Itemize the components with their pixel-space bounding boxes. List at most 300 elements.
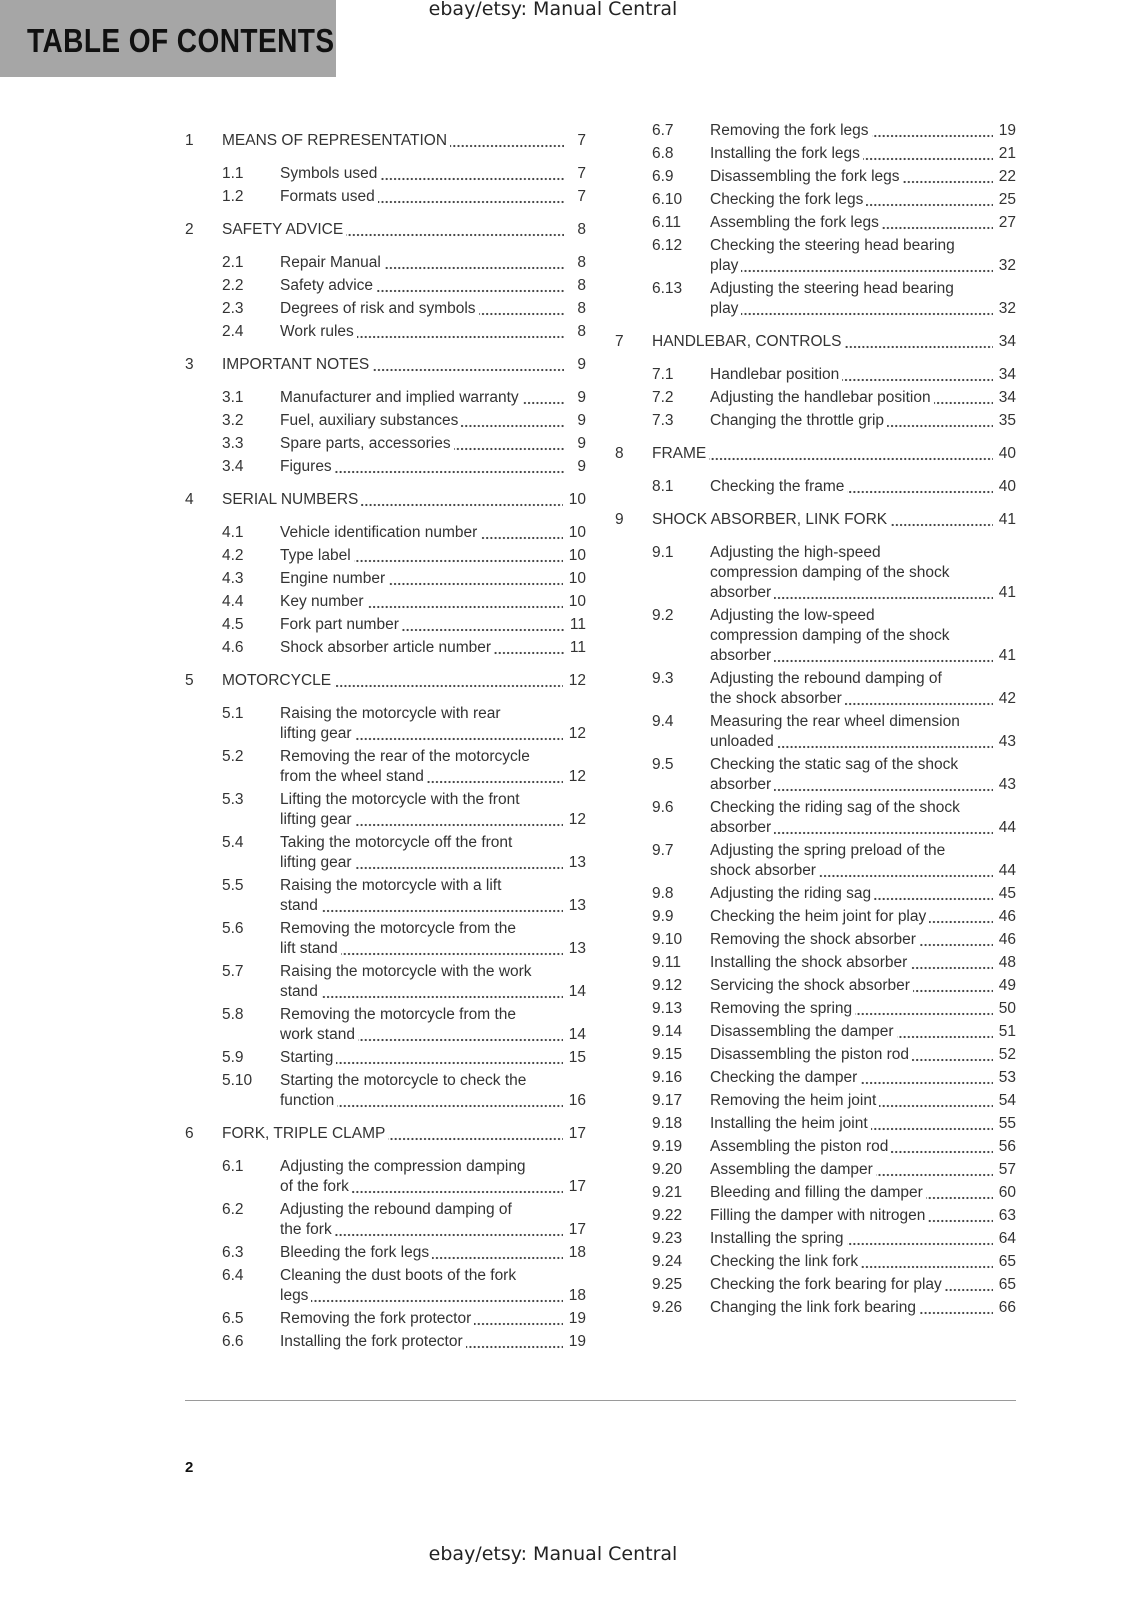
toc-section-entry[interactable] bbox=[185, 322, 586, 345]
entry-number: 6.12 bbox=[652, 237, 683, 254]
entry-title: Adjusting the spring preload of the shock absorber bbox=[710, 842, 946, 879]
entry-title: Work rules bbox=[280, 323, 357, 340]
entry-body bbox=[710, 884, 1016, 904]
entry-number: 5.8 bbox=[222, 1006, 244, 1023]
entry-number: 5.6 bbox=[222, 920, 244, 937]
entry-title: Adjusting the low-speed compression damping of the shock absorber bbox=[710, 607, 950, 664]
entry-page: 44 bbox=[993, 861, 1016, 881]
entry-number: 4.5 bbox=[222, 616, 244, 633]
entry-title: Vehicle identification number bbox=[280, 524, 480, 541]
entry-number: 6.10 bbox=[652, 191, 683, 208]
toc-section-entry[interactable] bbox=[185, 592, 586, 615]
toc-section-entry[interactable] bbox=[185, 411, 586, 434]
entry-page: 13 bbox=[563, 853, 586, 873]
toc-section-entry[interactable] bbox=[185, 299, 586, 322]
entry-title: Removing the spring bbox=[710, 1000, 855, 1017]
toc-section-entry[interactable] bbox=[615, 1068, 1016, 1091]
entry-page: 40 bbox=[993, 477, 1016, 497]
toc-section-entry[interactable] bbox=[615, 144, 1016, 167]
entry-body bbox=[710, 1298, 1016, 1318]
entry-number: 2.4 bbox=[222, 323, 244, 340]
entry-number: 9.19 bbox=[652, 1138, 683, 1155]
toc-section-entry[interactable] bbox=[615, 999, 1016, 1022]
entry-title: Disassembling the fork legs bbox=[710, 168, 903, 185]
entry-body bbox=[710, 1275, 1016, 1295]
entry-title: Adjusting the high-speed compression damping of the shock absorber bbox=[710, 544, 950, 601]
entry-title: Formats used bbox=[280, 188, 378, 205]
toc-section-entry[interactable] bbox=[615, 1045, 1016, 1068]
toc-section-entry[interactable] bbox=[185, 388, 586, 411]
entry-page: 32 bbox=[993, 299, 1016, 319]
toc-chapter-entry[interactable] bbox=[615, 434, 1016, 477]
entry-page: 10 bbox=[563, 490, 586, 510]
entry-page: 9 bbox=[564, 355, 586, 375]
entry-number: 5.10 bbox=[222, 1072, 253, 1089]
toc-section-entry[interactable] bbox=[615, 411, 1016, 434]
entry-number: 9.16 bbox=[652, 1069, 683, 1086]
entry-title: Checking the frame bbox=[710, 478, 847, 495]
toc-section-entry[interactable] bbox=[615, 1229, 1016, 1252]
entry-page: 17 bbox=[563, 1177, 586, 1197]
watermark-bottom: ebay/etsy: Manual Central bbox=[428, 1543, 678, 1565]
toc-section-entry[interactable] bbox=[615, 930, 1016, 953]
entry-body bbox=[710, 388, 1016, 408]
entry-number: 6 bbox=[185, 1125, 194, 1142]
toc-section-entry[interactable] bbox=[615, 167, 1016, 190]
entry-body bbox=[710, 1068, 1016, 1088]
entry-number: 6.2 bbox=[222, 1201, 244, 1218]
entry-number: 9.24 bbox=[652, 1253, 683, 1270]
entry-page: 11 bbox=[564, 638, 586, 658]
entry-title: Assembling the piston rod bbox=[710, 1138, 891, 1155]
entry-body bbox=[710, 1022, 1016, 1042]
entry-body bbox=[710, 1114, 1016, 1134]
entry-page: 41 bbox=[993, 646, 1016, 666]
toc-section-entry[interactable] bbox=[185, 253, 586, 276]
entry-page: 42 bbox=[993, 689, 1016, 709]
entry-number: 9.15 bbox=[652, 1046, 683, 1063]
entry-title: Taking the motorcycle off the front lifting gear bbox=[280, 834, 513, 871]
entry-page: 7 bbox=[564, 164, 586, 184]
entry-title: Changing the link fork bearing bbox=[710, 1299, 919, 1316]
entry-number: 1.1 bbox=[222, 165, 244, 182]
entry-title: Manufacturer and implied warranty bbox=[280, 389, 522, 406]
entry-title: Engine number bbox=[280, 570, 388, 587]
entry-title: HANDLEBAR, CONTROLS bbox=[652, 333, 844, 350]
entry-number: 5.5 bbox=[222, 877, 244, 894]
toc-section-entry[interactable] bbox=[185, 1309, 586, 1332]
entry-body bbox=[710, 411, 1016, 431]
entry-title: Removing the shock absorber bbox=[710, 931, 919, 948]
entry-page: 11 bbox=[564, 615, 586, 635]
entry-title: Assembling the fork legs bbox=[710, 214, 882, 231]
entry-body bbox=[652, 444, 1016, 464]
toc-section-entry[interactable] bbox=[185, 187, 586, 210]
entry-title: Checking the steering head bearing play bbox=[710, 237, 955, 274]
entry-body bbox=[280, 592, 586, 612]
entry-page: 8 bbox=[564, 322, 586, 342]
toc-section-entry[interactable] bbox=[615, 953, 1016, 976]
entry-body bbox=[710, 543, 1016, 603]
toc-section-entry[interactable] bbox=[615, 1137, 1016, 1160]
entry-page: 27 bbox=[993, 213, 1016, 233]
entry-body bbox=[280, 276, 586, 296]
entry-page: 55 bbox=[993, 1114, 1016, 1134]
toc-section-entry[interactable] bbox=[185, 615, 586, 638]
toc-chapter-entry[interactable] bbox=[615, 322, 1016, 365]
toc-section-entry[interactable] bbox=[185, 962, 586, 1005]
entry-body bbox=[280, 253, 586, 273]
entry-title: Installing the fork legs bbox=[710, 145, 863, 162]
entry-page: 14 bbox=[563, 1025, 586, 1045]
entry-number: 4.4 bbox=[222, 593, 244, 610]
toc-section-entry[interactable] bbox=[185, 1200, 586, 1243]
entry-number: 8.1 bbox=[652, 478, 674, 495]
entry-body bbox=[280, 1048, 586, 1068]
entry-page: 41 bbox=[993, 510, 1016, 530]
toc-section-entry[interactable] bbox=[185, 569, 586, 592]
toc-section-entry[interactable] bbox=[185, 1071, 586, 1114]
entry-number: 9.21 bbox=[652, 1184, 683, 1201]
toc-chapter-entry[interactable] bbox=[185, 121, 586, 164]
entry-body bbox=[710, 167, 1016, 187]
entry-number: 5.4 bbox=[222, 834, 244, 851]
toc-section-entry[interactable] bbox=[185, 638, 586, 661]
entry-number: 6.13 bbox=[652, 280, 683, 297]
toc-section-entry[interactable] bbox=[185, 704, 586, 747]
entry-body bbox=[222, 220, 586, 240]
toc-section-entry[interactable] bbox=[615, 213, 1016, 236]
toc-chapter-entry[interactable] bbox=[185, 480, 586, 523]
entry-title: SERIAL NUMBERS bbox=[222, 491, 361, 508]
entry-title: Disassembling the piston rod bbox=[710, 1046, 912, 1063]
entry-title: FRAME bbox=[652, 445, 709, 462]
entry-page: 9 bbox=[564, 434, 586, 454]
toc-section-entry[interactable] bbox=[615, 1275, 1016, 1298]
watermark-top: ebay/etsy: Manual Central bbox=[428, 0, 678, 20]
entry-title: Removing the fork protector bbox=[280, 1310, 474, 1327]
toc-section-entry[interactable] bbox=[615, 388, 1016, 411]
toc-section-entry[interactable] bbox=[615, 1160, 1016, 1183]
entry-number: 4.2 bbox=[222, 547, 244, 564]
toc-section-entry[interactable] bbox=[615, 1091, 1016, 1114]
entry-body bbox=[280, 1005, 586, 1045]
entry-number: 9.10 bbox=[652, 931, 683, 948]
toc-section-entry[interactable] bbox=[185, 434, 586, 457]
entry-body bbox=[280, 704, 586, 744]
entry-body bbox=[280, 833, 586, 873]
entry-title: FORK, TRIPLE CLAMP bbox=[222, 1125, 388, 1142]
entry-number: 9.4 bbox=[652, 713, 674, 730]
toc-section-entry[interactable] bbox=[615, 712, 1016, 755]
entry-title: Bleeding the fork legs bbox=[280, 1244, 432, 1261]
entry-body bbox=[280, 388, 586, 408]
entry-title: Shock absorber article number bbox=[280, 639, 494, 656]
entry-number: 5.7 bbox=[222, 963, 244, 980]
toc-section-entry[interactable] bbox=[615, 543, 1016, 606]
entry-number: 8 bbox=[615, 445, 624, 462]
toc-section-entry[interactable] bbox=[615, 236, 1016, 279]
entry-body bbox=[280, 1266, 586, 1306]
entry-body bbox=[280, 523, 586, 543]
toc-section-entry[interactable] bbox=[615, 190, 1016, 213]
entry-number: 2.2 bbox=[222, 277, 244, 294]
toc-section-entry[interactable] bbox=[615, 1114, 1016, 1137]
entry-number: 3.1 bbox=[222, 389, 244, 406]
entry-number: 6.8 bbox=[652, 145, 674, 162]
entry-title: Adjusting the riding sag bbox=[710, 885, 874, 902]
toc-chapter-entry[interactable] bbox=[185, 1114, 586, 1157]
entry-body bbox=[710, 121, 1016, 141]
toc-section-entry[interactable] bbox=[615, 669, 1016, 712]
entry-title: Disassembling the damper bbox=[710, 1023, 897, 1040]
entry-number: 5.1 bbox=[222, 705, 244, 722]
toc-section-entry[interactable] bbox=[615, 1183, 1016, 1206]
entry-number: 9.14 bbox=[652, 1023, 683, 1040]
entry-number: 9.11 bbox=[652, 954, 682, 971]
toc-section-entry[interactable] bbox=[185, 876, 586, 919]
entry-number: 3.3 bbox=[222, 435, 244, 452]
entry-body bbox=[280, 747, 586, 787]
toc-section-entry[interactable] bbox=[185, 1048, 586, 1071]
entry-number: 7 bbox=[615, 333, 624, 350]
entry-number: 2.3 bbox=[222, 300, 244, 317]
entry-body bbox=[222, 355, 586, 375]
entry-number: 6.5 bbox=[222, 1310, 244, 1327]
toc-section-entry[interactable] bbox=[615, 606, 1016, 669]
entry-page: 19 bbox=[993, 121, 1016, 141]
entry-body bbox=[280, 1157, 586, 1197]
entry-number: 7.3 bbox=[652, 412, 674, 429]
entry-page: 43 bbox=[993, 732, 1016, 752]
entry-page: 45 bbox=[993, 884, 1016, 904]
entry-body bbox=[280, 457, 586, 477]
entry-page: 44 bbox=[993, 818, 1016, 838]
entry-title: Changing the throttle grip bbox=[710, 412, 887, 429]
entry-number: 9.26 bbox=[652, 1299, 683, 1316]
toc-section-entry[interactable] bbox=[615, 907, 1016, 930]
entry-body bbox=[280, 919, 586, 959]
entry-page: 14 bbox=[563, 982, 586, 1002]
entry-body bbox=[280, 434, 586, 454]
toc-section-entry[interactable] bbox=[615, 121, 1016, 144]
entry-title: Type label bbox=[280, 547, 354, 564]
entry-number: 9.2 bbox=[652, 607, 674, 624]
entry-page: 10 bbox=[563, 523, 586, 543]
toc-section-entry[interactable] bbox=[185, 1243, 586, 1266]
entry-body bbox=[710, 1137, 1016, 1157]
entry-title: Removing the motorcycle from the lift stand bbox=[280, 920, 517, 957]
toc-column-left bbox=[185, 121, 586, 1355]
entry-number: 6.11 bbox=[652, 214, 682, 231]
entry-body bbox=[280, 164, 586, 184]
entry-body bbox=[710, 755, 1016, 795]
entry-page: 19 bbox=[563, 1332, 586, 1352]
entry-title: Cleaning the dust boots of the fork legs bbox=[280, 1267, 517, 1304]
entry-title: MEANS OF REPRESENTATION bbox=[222, 132, 450, 149]
entry-title: Safety advice bbox=[280, 277, 376, 294]
entry-number: 9.6 bbox=[652, 799, 674, 816]
entry-number: 9 bbox=[615, 511, 624, 528]
entry-body bbox=[710, 1183, 1016, 1203]
toc-section-entry[interactable] bbox=[185, 919, 586, 962]
toc-section-entry[interactable] bbox=[185, 1266, 586, 1309]
entry-body bbox=[710, 365, 1016, 385]
toc-section-entry[interactable] bbox=[185, 1332, 586, 1355]
entry-body bbox=[280, 615, 586, 635]
entry-body bbox=[280, 1332, 586, 1352]
entry-page: 34 bbox=[993, 365, 1016, 385]
entry-body bbox=[710, 712, 1016, 752]
entry-body bbox=[222, 131, 586, 151]
entry-title: Checking the fork bearing for play bbox=[710, 1276, 945, 1293]
entry-page: 48 bbox=[993, 953, 1016, 973]
entry-title: Adjusting the rebound damping of the fork bbox=[280, 1201, 512, 1238]
entry-title: Repair Manual bbox=[280, 254, 384, 271]
entry-title: Adjusting the compression damping of the fork bbox=[280, 1158, 526, 1195]
toc-section-entry[interactable] bbox=[185, 523, 586, 546]
entry-page: 32 bbox=[993, 256, 1016, 276]
entry-page: 25 bbox=[993, 190, 1016, 210]
entry-page: 52 bbox=[993, 1045, 1016, 1065]
entry-page: 46 bbox=[993, 930, 1016, 950]
entry-page: 19 bbox=[563, 1309, 586, 1329]
toc-section-entry[interactable] bbox=[615, 798, 1016, 841]
entry-number: 9.3 bbox=[652, 670, 674, 687]
entry-title: MOTORCYCLE bbox=[222, 672, 334, 689]
entry-body bbox=[280, 322, 586, 342]
entry-page: 64 bbox=[993, 1229, 1016, 1249]
entry-title: Servicing the shock absorber bbox=[710, 977, 913, 994]
entry-page: 54 bbox=[993, 1091, 1016, 1111]
entry-number: 6.6 bbox=[222, 1333, 244, 1350]
toc-section-entry[interactable] bbox=[185, 1157, 586, 1200]
toc-section-entry[interactable] bbox=[615, 884, 1016, 907]
entry-body bbox=[710, 236, 1016, 276]
entry-number: 5.3 bbox=[222, 791, 244, 808]
toc-section-entry[interactable] bbox=[615, 365, 1016, 388]
entry-title: Degrees of risk and symbols bbox=[280, 300, 479, 317]
entry-body bbox=[710, 907, 1016, 927]
entry-number: 9.13 bbox=[652, 1000, 683, 1017]
entry-page: 41 bbox=[993, 583, 1016, 603]
entry-body bbox=[710, 1206, 1016, 1226]
toc-section-entry[interactable] bbox=[185, 790, 586, 833]
page-number: 2 bbox=[185, 1459, 194, 1476]
toc-section-entry[interactable] bbox=[185, 457, 586, 480]
entry-page: 7 bbox=[564, 187, 586, 207]
entry-title: Removing the rear of the motorcycle from the wheel stand bbox=[280, 748, 530, 785]
entry-title: IMPORTANT NOTES bbox=[222, 356, 372, 373]
entry-page: 21 bbox=[993, 144, 1016, 164]
entry-page: 13 bbox=[563, 896, 586, 916]
toc-section-entry[interactable] bbox=[615, 477, 1016, 500]
entry-page: 10 bbox=[563, 546, 586, 566]
entry-number: 1.2 bbox=[222, 188, 244, 205]
entry-number: 3.2 bbox=[222, 412, 244, 429]
entry-page: 18 bbox=[563, 1243, 586, 1263]
entry-number: 6.7 bbox=[652, 122, 674, 139]
entry-number: 4.1 bbox=[222, 524, 244, 541]
toc-section-entry[interactable] bbox=[185, 546, 586, 569]
toc-chapter-entry[interactable] bbox=[185, 210, 586, 253]
entry-page: 16 bbox=[563, 1091, 586, 1111]
toc-section-entry[interactable] bbox=[615, 1022, 1016, 1045]
entry-page: 56 bbox=[993, 1137, 1016, 1157]
entry-title: Fuel, auxiliary substances bbox=[280, 412, 461, 429]
entry-body bbox=[710, 1045, 1016, 1065]
entry-title: Raising the motorcycle with a lift stand bbox=[280, 877, 502, 914]
entry-body bbox=[280, 1243, 586, 1263]
entry-page: 12 bbox=[563, 724, 586, 744]
toc-section-entry[interactable] bbox=[185, 833, 586, 876]
entry-page: 65 bbox=[993, 1252, 1016, 1272]
entry-page: 10 bbox=[563, 592, 586, 612]
entry-page: 49 bbox=[993, 976, 1016, 996]
toc-section-entry[interactable] bbox=[615, 841, 1016, 884]
toc-section-entry[interactable] bbox=[615, 1298, 1016, 1321]
entry-page: 43 bbox=[993, 775, 1016, 795]
entry-page: 10 bbox=[563, 569, 586, 589]
entry-page: 9 bbox=[564, 457, 586, 477]
entry-body bbox=[710, 144, 1016, 164]
entry-page: 22 bbox=[993, 167, 1016, 187]
toc-chapter-entry[interactable] bbox=[185, 661, 586, 704]
entry-page: 8 bbox=[564, 299, 586, 319]
entry-body bbox=[710, 798, 1016, 838]
entry-number: 4 bbox=[185, 491, 194, 508]
entry-body bbox=[710, 1160, 1016, 1180]
toc-chapter-entry[interactable] bbox=[615, 500, 1016, 543]
entry-body bbox=[222, 671, 586, 691]
entry-title: Handlebar position bbox=[710, 366, 842, 383]
entry-title: Checking the link fork bbox=[710, 1253, 861, 1270]
entry-body bbox=[222, 490, 586, 510]
entry-page: 65 bbox=[993, 1275, 1016, 1295]
entry-title: Installing the heim joint bbox=[710, 1115, 871, 1132]
entry-body bbox=[652, 332, 1016, 352]
entry-number: 9.20 bbox=[652, 1161, 683, 1178]
toc-section-entry[interactable] bbox=[185, 747, 586, 790]
entry-body bbox=[280, 1309, 586, 1329]
entry-title: Checking the damper bbox=[710, 1069, 860, 1086]
entry-number: 9.8 bbox=[652, 885, 674, 902]
entry-page: 34 bbox=[993, 388, 1016, 408]
toc-section-entry[interactable] bbox=[615, 755, 1016, 798]
toc-chapter-entry[interactable] bbox=[185, 345, 586, 388]
entry-title: SHOCK ABSORBER, LINK FORK bbox=[652, 511, 890, 528]
toc-section-entry[interactable] bbox=[615, 1252, 1016, 1275]
entry-page: 12 bbox=[563, 671, 586, 691]
toc-section-entry[interactable] bbox=[185, 164, 586, 187]
entry-title: Key number bbox=[280, 593, 367, 610]
toc-section-entry[interactable] bbox=[615, 976, 1016, 999]
toc-section-entry[interactable] bbox=[615, 1206, 1016, 1229]
entry-body bbox=[710, 1091, 1016, 1111]
entry-number: 5.9 bbox=[222, 1049, 244, 1066]
entry-body bbox=[710, 953, 1016, 973]
entry-number: 5.2 bbox=[222, 748, 244, 765]
entry-number: 9.17 bbox=[652, 1092, 683, 1109]
entry-title: Installing the shock absorber bbox=[710, 954, 910, 971]
entry-title: Lifting the motorcycle with the front lifting gear bbox=[280, 791, 520, 828]
toc-section-entry[interactable] bbox=[185, 276, 586, 299]
toc-section-entry[interactable] bbox=[185, 1005, 586, 1048]
entry-body bbox=[280, 876, 586, 916]
entry-page: 51 bbox=[993, 1022, 1016, 1042]
toc-section-entry[interactable] bbox=[615, 279, 1016, 322]
entry-number: 9.9 bbox=[652, 908, 674, 925]
